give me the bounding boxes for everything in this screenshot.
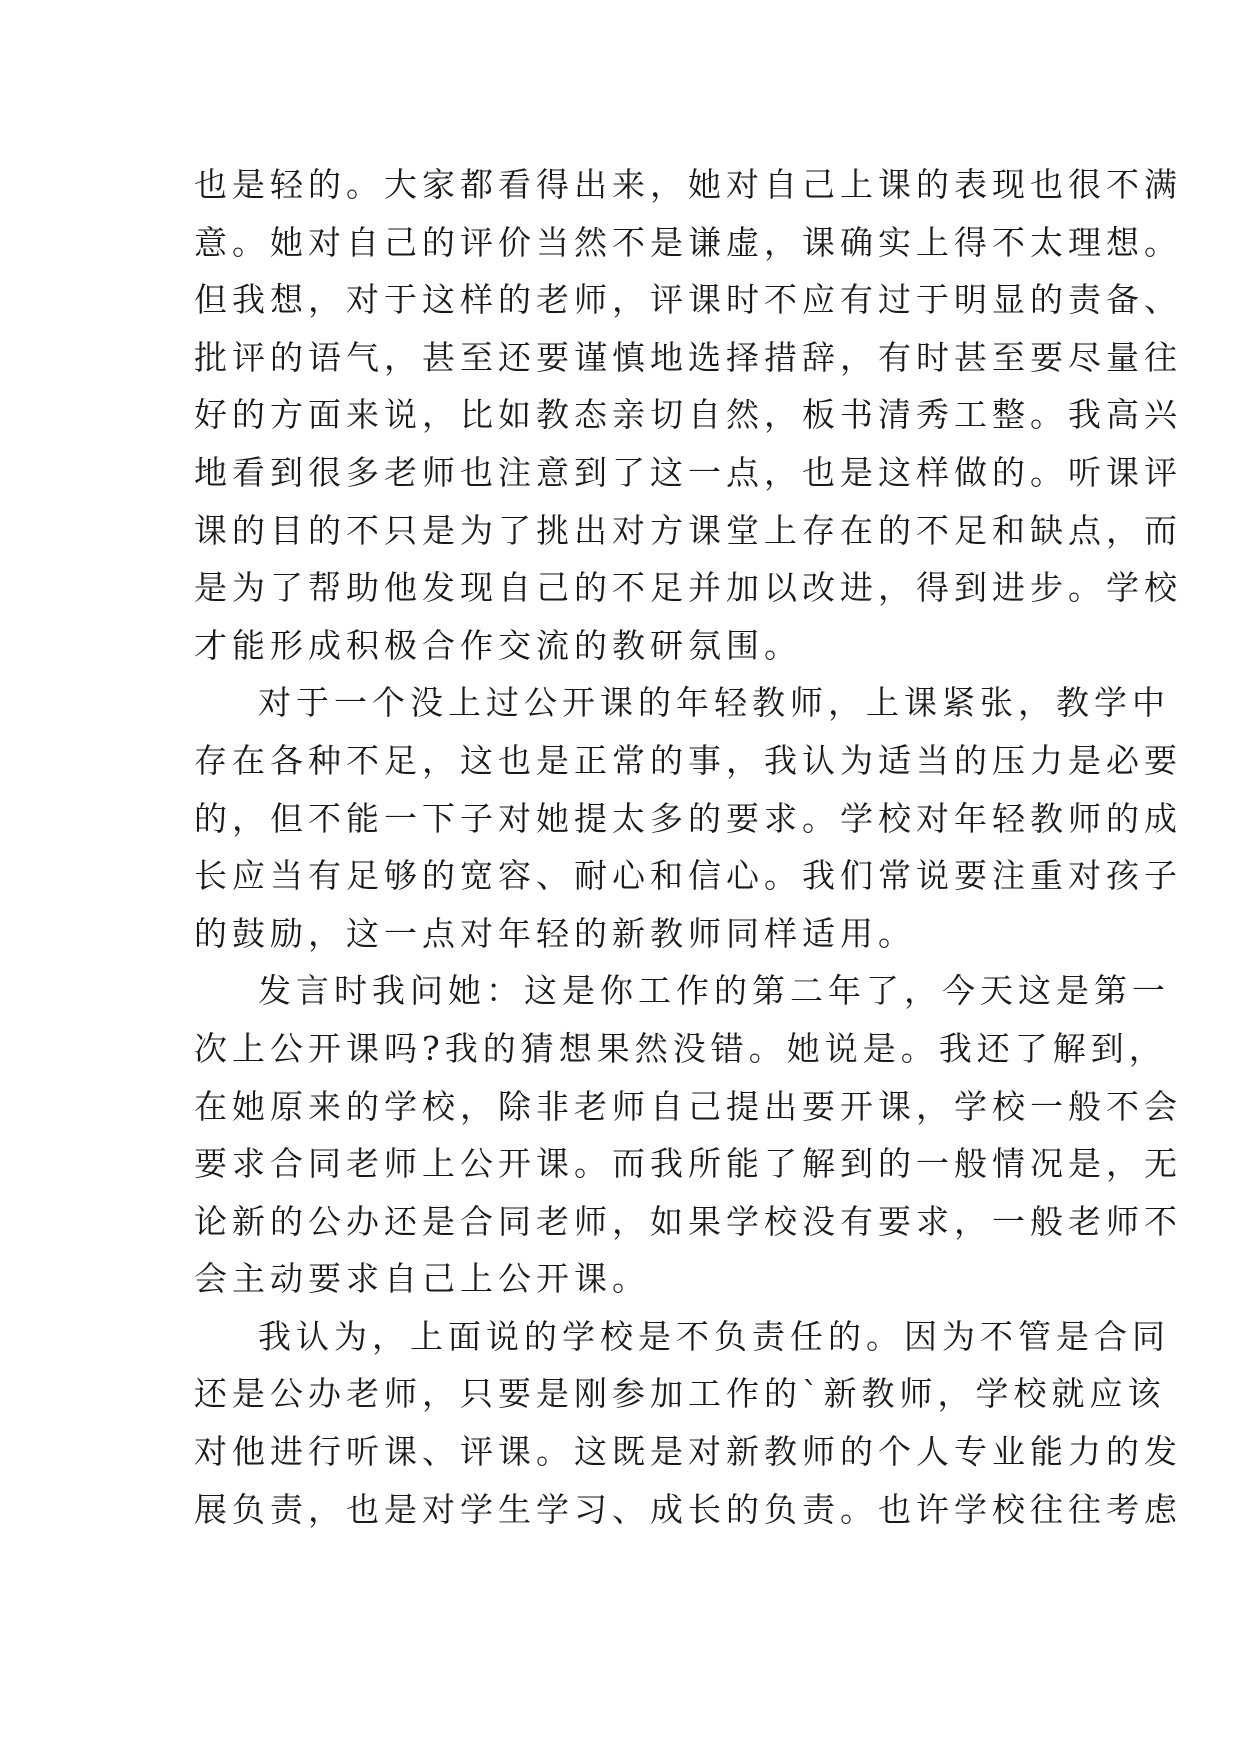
text-line: 要求合同老师上公开课。而我所能了解到的一般情况是，无 [194, 1144, 1182, 1184]
text-line: 会主动要求自己上公开课。 [194, 1259, 650, 1299]
text-line: 次上公开课吗?我的猜想果然没错。她说是。我还了解到， [194, 1028, 1167, 1068]
text-line: 的，但不能一下子对她提太多的要求。学校对年轻教师的成 [194, 798, 1182, 838]
text-line: 才能形成积极合作交流的教研氛围。 [194, 625, 802, 665]
paragraph-start-line: 对于一个没上过公开课的年轻教师，上课紧张，教学中 [258, 683, 1170, 723]
text-line: 的鼓励，这一点对年轻的新教师同样适用。 [194, 913, 916, 953]
text-line: 长应当有足够的宽容、耐心和信心。我们常说要注重对孩子 [194, 856, 1182, 896]
text-line: 论新的公办还是合同老师，如果学校没有要求，一般老师不 [194, 1201, 1182, 1241]
text-line: 地看到很多老师也注意到了这一点，也是这样做的。听课评 [194, 452, 1182, 492]
body-text [194, 156, 1182, 1538]
text-line: 还是公办老师，只要是刚参加工作的`新教师，学校就应该 [194, 1374, 1166, 1414]
text-line: 也是轻的。大家都看得出来，她对自己上课的表现也很不满 [194, 165, 1182, 204]
paragraph-start-line: 我认为，上面说的学校是不负责任的。因为不管是合同 [258, 1316, 1170, 1356]
text-line: 好的方面来说，比如教态亲切自然，板书清秀工整。我高兴 [194, 395, 1182, 435]
text-line: 存在各种不足，这也是正常的事，我认为适当的压力是必要 [194, 740, 1182, 780]
text-line: 在她原来的学校，除非老师自己提出要开课，学校一般不会 [194, 1086, 1182, 1126]
paragraph-start-line: 发言时我问她：这是你工作的第二年了，今天这是第一 [258, 971, 1170, 1011]
text-line: 课的目的不只是为了挑出对方课堂上存在的不足和缺点，而 [194, 510, 1182, 550]
text-line: 对他进行听课、评课。这既是对新教师的个人专业能力的发 [194, 1432, 1182, 1472]
text-line: 意。她对自己的评价当然不是谦虚，课确实上得不太理想。 [194, 222, 1182, 262]
text-line: 但我想，对于这样的老师，评课时不应有过于明显的责备、 [194, 280, 1182, 320]
text-line: 批评的语气，甚至还要谨慎地选择措辞，有时甚至要尽量往 [194, 337, 1182, 377]
text-line: 展负责，也是对学生学习、成长的负责。也许学校往往考虑 [194, 1489, 1182, 1529]
text-line: 是为了帮助他发现自己的不足并加以改进，得到进步。学校 [194, 568, 1182, 608]
